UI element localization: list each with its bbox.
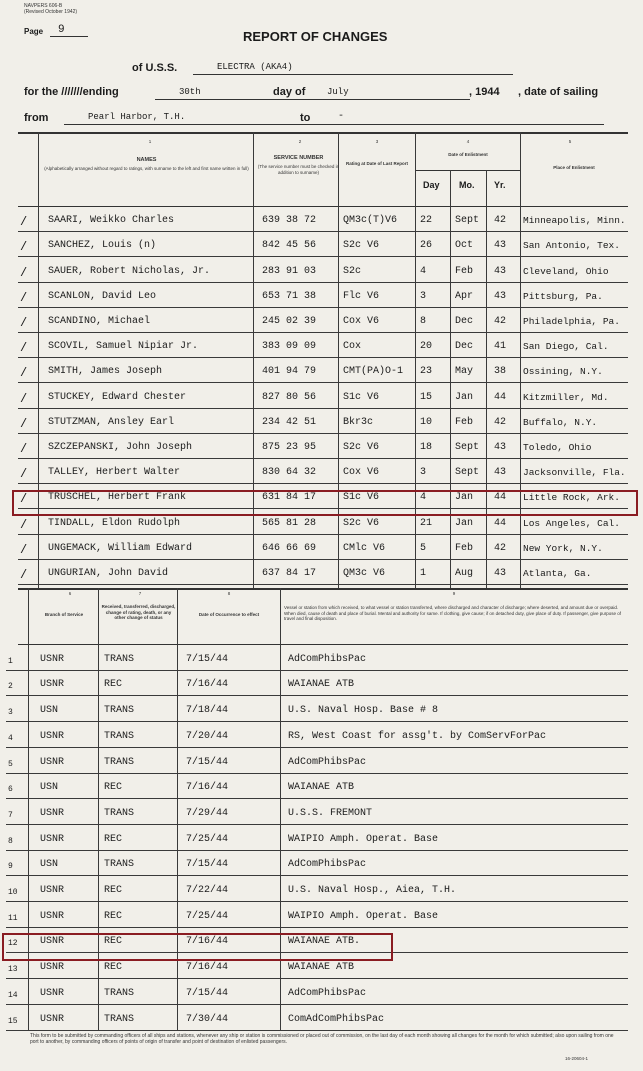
t1-vline-2 [253, 132, 254, 588]
table2-cell-date: 7/22/44 [186, 885, 229, 896]
table2-cell-date: 7/15/44 [186, 859, 229, 871]
table1-cell-rating: Cox [343, 341, 362, 353]
from-label: from [24, 112, 49, 124]
table1-cell-rating: Bkr3c [343, 416, 374, 428]
table1-cell-year: 43 [494, 265, 507, 277]
table2-cell-date: 7/18/44 [186, 705, 229, 717]
table1-row-rule [18, 584, 628, 585]
table2-row-number: 5 [8, 759, 13, 769]
t1-vline-7 [520, 132, 521, 588]
table1-cell-service-number: 401 94 79 [262, 366, 317, 378]
table2-cell-date: 7/30/44 [186, 1013, 229, 1025]
table1-cell-rating: S2c [343, 265, 362, 277]
table1-cell-service-number: 653 71 38 [262, 290, 317, 302]
footer-instructions: This form to be submitted by commanding officers of all ships and stations, whenever any ship or station is commissioned or placed out of commission, on the last day of each month showing all changes for the month for which submitted; also upon sailing from one port to another, by commanding officers of points of origin of transfer and point of destination of enlisted passengers. [30, 1033, 614, 1045]
table1-cell-rating: S2c V6 [343, 240, 380, 252]
table1-cell-month: Feb [455, 542, 474, 554]
table1-cell-year: 42 [494, 542, 507, 554]
table2-cell-branch: USNR [40, 833, 65, 845]
table2-row-number: 12 [8, 939, 18, 949]
table1-cell-name: STUTZMAN, Ansley Earl [48, 416, 175, 428]
table1-cell-month: Feb [455, 265, 474, 277]
table1-cell-place: Ossining, N.Y. [523, 366, 603, 378]
table2-row-number: 11 [8, 913, 18, 923]
table2-row-rule [6, 721, 628, 722]
table1-cell-day: 22 [420, 215, 433, 227]
table1-cell-year: 43 [494, 442, 507, 453]
t1-vline-4 [415, 132, 416, 588]
table2-cell-status: TRANS [104, 653, 135, 665]
table2-cell-branch: USNR [40, 936, 65, 948]
table1-row-check-mark: / [20, 416, 28, 431]
table1-cell-name: SCANLON, David Leo [48, 290, 157, 302]
table2-cell-status: TRANS [104, 756, 135, 768]
table2-row-rule [6, 927, 628, 928]
table1-cell-place: New York, N.Y. [523, 542, 603, 554]
table2-cell-branch: USNR [40, 730, 65, 742]
page-label: Page [24, 27, 44, 36]
table2-row-number: 1 [8, 656, 13, 666]
table2-row-rule [6, 695, 628, 696]
table2-row-rule [6, 1030, 628, 1031]
table2-cell-branch: USNR [40, 653, 65, 665]
table2-row-rule [6, 824, 628, 825]
to-value: - [338, 111, 345, 122]
table1-header-bottom [18, 206, 628, 207]
table1-row-check-mark: / [20, 215, 28, 230]
table2-cell-status: REC [104, 679, 123, 691]
table1-cell-name: UNGEMACK, William Edward [48, 542, 193, 554]
highlight-box-table1-row-12 [12, 490, 638, 516]
col3-number: 3 [375, 139, 379, 144]
table1-cell-name: TINDALL, Eldon Rudolph [48, 517, 181, 529]
form-number: NAVPERS 606-B [24, 3, 63, 9]
table1-cell-place: Minneapolis, Minn. [523, 215, 626, 227]
table2-row-number: 13 [8, 965, 18, 975]
table1-row-check-mark: / [20, 517, 28, 532]
table1-cell-service-number: 637 84 17 [262, 568, 317, 579]
table1-cell-name: SMITH, James Joseph [48, 366, 163, 378]
table1-cell-month: Sept [455, 442, 480, 453]
table2-cell-date: 7/16/44 [186, 936, 229, 948]
table1-cell-service-number: 283 91 03 [262, 265, 317, 277]
table1-cell-rating: S1c V6 [343, 391, 380, 403]
to-label: to [300, 112, 311, 124]
table2-row-rule [6, 747, 628, 748]
table1-cell-month: Jan [455, 391, 474, 403]
table2-cell-date: 7/29/44 [186, 807, 229, 819]
table1-cell-day: 20 [420, 341, 433, 353]
table2-cell-branch: USNR [40, 679, 65, 691]
page-number: 9 [58, 24, 65, 36]
table2-cell-date: 7/20/44 [186, 730, 229, 742]
table1-cell-place: Jacksonville, Fla. [523, 467, 626, 479]
table1-cell-day: 5 [420, 542, 427, 554]
table1-cell-name: STUCKEY, Edward Chester [48, 391, 187, 403]
table1-cell-name: SAARI, Weikko Charles [48, 215, 175, 227]
table1-cell-rating: QM3c(T)V6 [343, 215, 398, 227]
table1-cell-name: SCANDINO, Michael [48, 316, 151, 327]
table1-cell-month: Jan [455, 517, 474, 529]
t2-vline-left [28, 588, 29, 1030]
table1-cell-name: SCOVIL, Samuel Nipiar Jr. [48, 341, 199, 353]
period-day: 30th [179, 87, 201, 97]
table2-cell-date: 7/16/44 [186, 782, 229, 794]
table1-cell-rating: Cox V6 [343, 316, 380, 327]
table2-cell-remarks: AdComPhibsPac [288, 987, 367, 999]
table1-row-check-mark: / [20, 391, 28, 406]
table1-row-rule [18, 357, 628, 358]
t1-vline-left [38, 132, 39, 588]
table2-cell-remarks: U.S.S. FREMONT [288, 807, 373, 819]
table1-row-rule [18, 307, 628, 308]
table2-cell-branch: USNR [40, 885, 65, 896]
table1-row-rule [18, 534, 628, 535]
table1-cell-service-number: 639 38 72 [262, 215, 317, 227]
table1-cell-service-number: 646 66 69 [262, 542, 317, 554]
t1-vline-6 [486, 170, 487, 588]
table2-cell-remarks: ComAdComPhibsPac [288, 1013, 385, 1025]
table1-cell-year: 38 [494, 366, 507, 378]
t1-vline-5 [450, 170, 451, 588]
col2-title: SERVICE NUMBER [273, 155, 324, 161]
table2-row-number: 3 [8, 708, 13, 718]
col6-title: Branch of Service [44, 612, 84, 617]
table1-cell-service-number: 875 23 95 [262, 442, 317, 453]
table1-cell-name: SANCHEZ, Louis (n) [48, 240, 157, 252]
table1-cell-year: 43 [494, 290, 507, 302]
col8-number: 8 [227, 591, 231, 596]
table2-cell-remarks: AdComPhibsPac [288, 756, 367, 768]
table1-cell-day: 3 [420, 290, 427, 302]
table2-cell-date: 7/25/44 [186, 833, 229, 845]
col4-number: 4 [466, 139, 470, 144]
table1-row-rule [18, 282, 628, 283]
table2-cell-date: 7/16/44 [186, 962, 229, 974]
t1-vline-3 [338, 132, 339, 588]
page-underline [50, 36, 88, 37]
table2-cell-date: 7/25/44 [186, 910, 229, 922]
table1-cell-place: San Diego, Cal. [523, 341, 609, 353]
table1-cell-service-number: 234 42 51 [262, 416, 317, 428]
col8-title: Date of Occurrence to effect [198, 612, 260, 617]
table1-cell-month: Jan [455, 492, 474, 504]
table2-cell-date: 7/15/44 [186, 653, 229, 665]
from-underline [64, 124, 604, 125]
table1-cell-rating: S2c V6 [343, 442, 380, 453]
table2-row-number: 2 [8, 682, 13, 692]
table2-cell-remarks: WAIANAE ATB [288, 679, 355, 691]
table2-cell-status: REC [104, 833, 123, 845]
table2-row-number: 6 [8, 785, 13, 795]
col4-sub-mo: Mo. [459, 180, 475, 190]
table2-cell-remarks: U.S. Naval Hosp., Aiea, T.H. [288, 885, 457, 896]
table1-cell-rating: QM3c V6 [343, 568, 386, 579]
table2-cell-branch: USNR [40, 987, 65, 999]
table2-cell-remarks: RS, West Coast for assg't. by ComServForPac [288, 730, 547, 742]
table1-cell-month: Oct [455, 240, 474, 252]
table1-row-rule [18, 382, 628, 383]
table2-cell-remarks: WAIPIO Amph. Operat. Base [288, 833, 439, 845]
table1-cell-rating: S1c V6 [343, 492, 380, 504]
table1-cell-day: 3 [420, 467, 427, 479]
ship-label: of U.S.S. [132, 62, 178, 74]
table2-cell-remarks: WAIPIO Amph. Operat. Base [288, 910, 439, 922]
table1-cell-rating: CMT(PA)O-1 [343, 366, 404, 378]
period-month: July [327, 87, 349, 97]
table1-row-rule [18, 256, 628, 257]
table2-top-border [18, 588, 628, 590]
table1-cell-year: 44 [494, 391, 507, 403]
col4-title: Date of Enlistment [448, 152, 488, 157]
table1-row-rule [18, 559, 628, 560]
table2-cell-branch: USNR [40, 962, 65, 974]
table2-row-number: 14 [8, 990, 18, 1000]
col4-sub-yr: Yr. [494, 180, 506, 190]
period-underline [155, 99, 470, 100]
table1-cell-year: 43 [494, 240, 507, 252]
table1-row-check-mark: / [20, 442, 28, 456]
table2-cell-status: REC [104, 782, 123, 794]
table1-row-rule [18, 408, 628, 409]
table1-row-check-mark: / [20, 341, 28, 356]
table1-cell-year: 42 [494, 416, 507, 428]
col1-title: NAMES [136, 157, 157, 163]
col9-number: 9 [452, 591, 456, 596]
col6-number: 6 [68, 591, 72, 596]
table2-cell-date: 7/15/44 [186, 987, 229, 999]
table1-cell-service-number: 631 84 17 [262, 492, 317, 504]
period-year: , 1944 [469, 86, 500, 98]
col7-title: Received, transferred, discharged, change of rating, death, or any other change of status [101, 604, 176, 620]
table1-cell-year: 44 [494, 492, 507, 504]
table2-row-number: 4 [8, 733, 13, 743]
table1-row-rule [18, 433, 628, 434]
table2-cell-status: TRANS [104, 807, 135, 819]
table2-row-rule [6, 850, 628, 851]
col3-title: Rating at Date of Last Report [346, 161, 409, 166]
table1-row-rule [18, 458, 628, 459]
table1-cell-service-number: 842 45 56 [262, 240, 317, 252]
table1-cell-rating: Cox V6 [343, 467, 380, 479]
table1-cell-service-number: 830 64 32 [262, 467, 317, 479]
col7-number: 7 [138, 591, 142, 596]
table1-cell-year: 44 [494, 517, 507, 529]
table1-cell-name: UNGURIAN, John David [48, 568, 169, 579]
table2-cell-branch: USN [40, 859, 59, 871]
table2-cell-status: TRANS [104, 987, 135, 999]
col5-number: 5 [568, 139, 572, 144]
table1-cell-name: SAUER, Robert Nicholas, Jr. [48, 265, 211, 277]
table1-cell-name: TALLEY, Herbert Walter [48, 467, 181, 479]
table2-cell-branch: USNR [40, 910, 65, 922]
table2-cell-status: TRANS [104, 730, 135, 742]
table1-row-rule [18, 231, 628, 232]
table1-cell-month: Dec [455, 341, 474, 353]
t2-vline-4 [280, 588, 281, 1030]
table1-cell-place: Atlanta, Ga. [523, 568, 592, 579]
table2-cell-status: REC [104, 962, 123, 974]
table1-cell-year: 43 [494, 467, 507, 479]
table2-row-rule [6, 670, 628, 671]
table1-cell-month: Apr [455, 290, 474, 302]
table1-cell-place: Philadelphia, Pa. [523, 316, 620, 327]
table2-row-rule [6, 1004, 628, 1005]
table2-cell-status: REC [104, 936, 123, 948]
table2-cell-branch: USN [40, 782, 59, 794]
table1-row-check-mark: / [20, 290, 28, 305]
table2-row-rule [6, 798, 628, 799]
table1-cell-month: Aug [455, 568, 474, 579]
table1-cell-day: 23 [420, 366, 433, 378]
table1-cell-place: San Antonio, Tex. [523, 240, 620, 252]
table1-row-check-mark: / [20, 568, 28, 582]
table2-row-number: 10 [8, 888, 18, 897]
t2-vline-3 [177, 588, 178, 1030]
table1-row-check-mark: / [20, 265, 28, 280]
table2-row-number: 8 [8, 836, 13, 846]
table1-cell-place: Cleveland, Ohio [523, 265, 609, 277]
col2-number: 2 [298, 139, 302, 144]
day-of-label: day of [273, 86, 306, 98]
table1-cell-day: 4 [420, 492, 427, 504]
date-of-sailing-label: , date of sailing [518, 86, 599, 98]
table2-row-number: 15 [8, 1016, 18, 1026]
period-label: for the ///////ending [24, 86, 119, 98]
table1-cell-year: 41 [494, 341, 507, 353]
table1-cell-name: SZCZEPANSKI, John Joseph [48, 442, 193, 453]
table1-cell-year: 42 [494, 316, 507, 327]
table1-row-check-mark: / [20, 542, 28, 557]
table1-cell-place: Buffalo, N.Y. [523, 416, 598, 428]
table2-cell-status: TRANS [104, 705, 135, 717]
col2-note: (The service number must be checked in addition to surname) [257, 164, 340, 175]
table1-cell-day: 4 [420, 265, 427, 277]
table1-cell-month: May [455, 366, 474, 378]
table1-cell-year: 42 [494, 215, 507, 227]
table1-cell-month: Sept [455, 215, 480, 227]
col1-number: 1 [148, 139, 152, 144]
table2-cell-branch: USNR [40, 756, 65, 768]
table1-cell-day: 21 [420, 517, 433, 529]
table1-cell-day: 18 [420, 442, 433, 453]
col1-note: (Alphabetically arranged without regard to ratings, with surname to the left and first name written in full) [44, 166, 249, 171]
table1-cell-place: Little Rock, Ark. [523, 492, 620, 504]
table2-cell-branch: USNR [40, 807, 65, 819]
table2-cell-remarks: AdComPhibsPac [288, 859, 367, 871]
table1-cell-day: 1 [420, 568, 427, 579]
report-title: REPORT OF CHANGES [243, 29, 388, 44]
table1-cell-rating: Flc V6 [343, 290, 380, 302]
table1-cell-place: Pittsburg, Pa. [523, 290, 603, 302]
table1-cell-place: Toledo, Ohio [523, 442, 592, 453]
table1-cell-rating: CMlc V6 [343, 542, 386, 554]
table2-row-rule [6, 978, 628, 979]
table1-cell-name: TRUSCHEL, Herbert Frank [48, 492, 187, 504]
table1-cell-day: 10 [420, 416, 433, 428]
table1-row-check-mark: / [20, 492, 28, 507]
table1-row-rule [18, 483, 628, 484]
table2-row-rule [6, 773, 628, 774]
table2-cell-remarks: WAIANAE ATB. [288, 936, 361, 948]
col9-title: Vessel or station from which received, to what vessel or station transferred, where discharged and character of discharge; where deserted, and amount due or overpaid. When died, cause of death and place of burial. Mental and authority for same. If clothing, give cause; if on detached duty, give place of duty. If passenger, give purpose of travel and final disposition. [284, 605, 622, 621]
table1-cell-rating: S2c V6 [343, 517, 380, 529]
table2-row-number: 9 [8, 862, 13, 872]
table1-cell-service-number: 565 81 28 [262, 517, 317, 529]
table2-cell-remarks: U.S. Naval Hosp. Base # 8 [288, 705, 439, 717]
table1-row-check-mark: / [20, 316, 28, 330]
table2-cell-remarks: WAIANAE ATB [288, 962, 355, 974]
table2-cell-date: 7/15/44 [186, 756, 229, 768]
table2-cell-date: 7/16/44 [186, 679, 229, 691]
col4-subheader-rule [415, 170, 520, 171]
table1-cell-month: Sept [455, 467, 480, 479]
table2-row-number: 7 [8, 810, 13, 820]
ship-name: ELECTRA (AKA4) [217, 62, 293, 72]
highlight-box-table2-row-12 [2, 933, 393, 961]
table1-cell-month: Feb [455, 416, 474, 428]
ship-underline [193, 74, 513, 75]
table1-cell-day: 15 [420, 391, 433, 403]
table1-cell-place: Los Angeles, Cal. [523, 517, 620, 529]
table2-header-bottom [18, 644, 628, 645]
table2-cell-branch: USN [40, 705, 59, 717]
table2-row-rule [6, 901, 628, 902]
t2-vline-2 [98, 588, 99, 1030]
table1-cell-place: Kitzmiller, Md. [523, 391, 609, 403]
table2-cell-remarks: WAIANAE ATB [288, 782, 355, 794]
table1-cell-day: 26 [420, 240, 433, 252]
table1-cell-service-number: 827 80 56 [262, 391, 317, 403]
table1-cell-service-number: 383 09 09 [262, 341, 317, 353]
table2-cell-status: TRANS [104, 1013, 135, 1025]
table2-cell-remarks: AdComPhibsPac [288, 653, 367, 665]
table2-cell-branch: USNR [40, 1013, 65, 1025]
table1-cell-year: 43 [494, 568, 507, 579]
table1-top-border [18, 132, 628, 134]
table1-cell-service-number: 245 02 39 [262, 316, 317, 327]
table1-row-rule [18, 332, 628, 333]
from-value: Pearl Harbor, T.H. [88, 112, 186, 122]
form-revision: (Revised October 1942) [24, 9, 78, 15]
col5-title: Place of Enlistment [553, 165, 595, 170]
table1-row-check-mark: / [20, 240, 28, 255]
table1-row-check-mark: / [20, 366, 28, 381]
table2-cell-status: REC [104, 885, 123, 896]
table2-cell-status: REC [104, 910, 123, 922]
table2-cell-status: TRANS [104, 859, 135, 871]
footer-code: 16-20604-1 [565, 1056, 589, 1061]
col4-sub-day: Day [423, 180, 440, 190]
table1-row-check-mark: / [20, 467, 28, 482]
table1-cell-day: 8 [420, 316, 427, 327]
table1-cell-month: Dec [455, 316, 474, 327]
table2-row-rule [6, 875, 628, 876]
